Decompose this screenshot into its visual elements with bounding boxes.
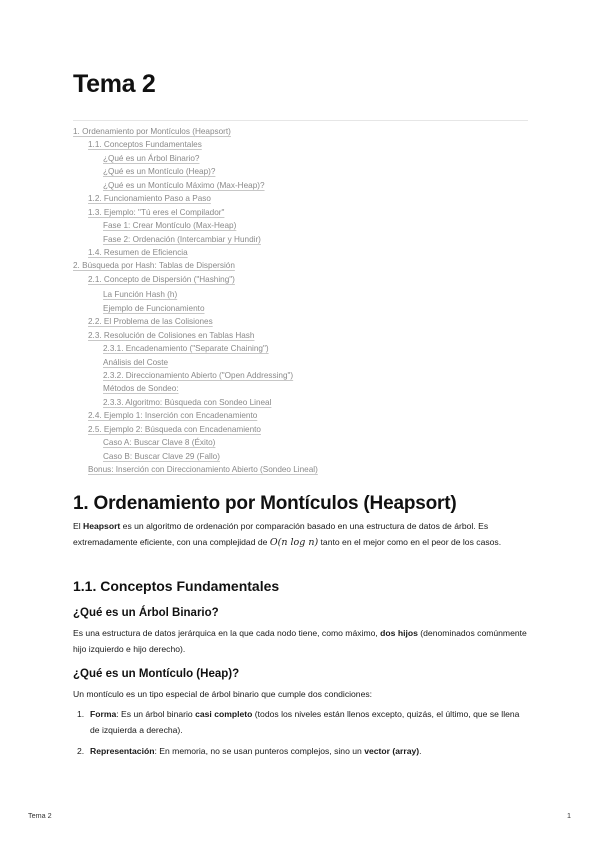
toc-item[interactable]: [73, 259, 528, 272]
toc-link[interactable]: Análisis del Coste: [103, 357, 169, 367]
toc-item[interactable]: [73, 165, 528, 178]
toc-link[interactable]: Fase 1: Crear Montículo (Max-Heap): [103, 221, 237, 231]
toc-item[interactable]: [73, 302, 528, 315]
text: .: [419, 746, 422, 756]
footer-page-number: 1: [567, 811, 571, 820]
toc-item[interactable]: [73, 396, 528, 409]
toc-item[interactable]: [73, 286, 528, 302]
toc-link[interactable]: Caso A: Buscar Clave 8 (Éxito): [103, 438, 216, 448]
text: : En memoria, no se usan punteros complejos, sino un: [154, 746, 365, 756]
toc-link[interactable]: 2.4. Ejemplo 1: Inserción con Encadenamiento: [88, 411, 258, 421]
complexity-formula: O(n log n): [269, 537, 319, 549]
heap-conditions-list: [73, 707, 528, 766]
toc-item[interactable]: [73, 463, 528, 476]
toc-link[interactable]: 2.3. Resolución de Colisiones en Tablas Hash: [88, 330, 255, 340]
footer-document-name: Tema 2: [28, 811, 52, 820]
toc-item[interactable]: [73, 450, 528, 463]
toc-item[interactable]: [73, 206, 528, 219]
toc-link[interactable]: 1.1. Conceptos Fundamentales: [88, 140, 202, 150]
title-divider: [73, 120, 528, 121]
toc-item[interactable]: [73, 369, 528, 382]
toc-link[interactable]: Ejemplo de Funcionamiento: [103, 303, 205, 313]
toc-link[interactable]: 2.1. Concepto de Dispersión ("Hashing"): [88, 274, 235, 284]
toc-link[interactable]: Bonus: Inserción con Direccionamiento Abierto (Sondeo Lineal): [88, 465, 318, 474]
toc-link[interactable]: 2. Búsqueda por Hash: Tablas de Dispersión: [73, 261, 235, 271]
document-title: Tema 2: [73, 70, 156, 98]
toc-item[interactable]: [73, 246, 528, 259]
text: : Es un árbol binario: [116, 709, 196, 719]
question-heading-binary-tree: ¿Qué es un Árbol Binario?: [73, 607, 219, 619]
toc-link[interactable]: 2.5. Ejemplo 2: Búsqueda con Encadenamiento: [88, 424, 261, 434]
toc-item[interactable]: [73, 219, 528, 232]
heap-paragraph: Un montículo es un tipo especial de árbol binario que cumple dos condiciones:: [73, 689, 373, 699]
bold-term: vector (array): [364, 746, 420, 756]
list-number: 2.: [77, 746, 85, 756]
heapsort-intro-paragraph: [73, 518, 528, 551]
list-term: Representación: [90, 746, 155, 756]
text: Es una estructura de datos jerárquica en la que cada nodo tiene, como máximo,: [73, 628, 381, 638]
section-heading: 1. Ordenamiento por Montículos (Heapsort): [73, 493, 457, 514]
text: (todos los niveles están llenos excepto, quizás, el último, que se llena de izquierda a derecha).: [90, 709, 520, 735]
toc-item[interactable]: [73, 436, 528, 449]
toc-link[interactable]: 1.4. Resumen de Eficiencia: [88, 247, 188, 257]
toc-link[interactable]: Caso B: Buscar Clave 29 (Fallo): [103, 451, 220, 461]
bold-term: Heapsort: [83, 521, 121, 531]
toc-item[interactable]: [73, 382, 528, 395]
toc-item[interactable]: [73, 356, 528, 369]
text: (denominados comúnmente hijo izquierdo e hijo derecho).: [73, 628, 527, 655]
list-number: 1.: [77, 709, 85, 719]
toc-link[interactable]: ¿Qué es un Árbol Binario?: [103, 153, 200, 163]
toc-item[interactable]: [73, 315, 528, 328]
toc-item[interactable]: [73, 233, 528, 246]
toc-item[interactable]: [73, 342, 528, 355]
toc-item[interactable]: [73, 138, 528, 151]
text: tanto en el mejor como en el peor de los casos.: [318, 537, 502, 548]
toc-link[interactable]: Fase 2: Ordenación (Intercambiar y Hundir): [103, 234, 261, 244]
toc-link[interactable]: 2.2. El Problema de las Colisiones: [88, 317, 213, 327]
question-heading-heap: ¿Qué es un Montículo (Heap)?: [73, 668, 240, 680]
list-term: Forma: [90, 709, 117, 719]
toc-item[interactable]: [73, 152, 528, 165]
toc-link[interactable]: 2.3.1. Encadenamiento ("Separate Chaining"): [103, 344, 269, 354]
toc-item[interactable]: [73, 273, 528, 286]
text: es un algoritmo de ordenación por comparación basado en una estructura de datos de árbol. Es extremadamente eficiente, con una complejidad de: [73, 521, 489, 548]
toc-item[interactable]: [73, 329, 528, 342]
toc-item[interactable]: [73, 423, 528, 436]
toc-item[interactable]: [73, 192, 528, 205]
toc-link[interactable]: La Función Hash (h): [103, 290, 178, 300]
binary-tree-paragraph: [73, 625, 528, 657]
subsection-heading: 1.1. Conceptos Fundamentales: [73, 578, 280, 594]
toc-item[interactable]: [73, 409, 528, 422]
bold-term: dos hijos: [380, 628, 418, 638]
toc-link[interactable]: 1.2. Funcionamiento Paso a Paso: [88, 194, 211, 204]
toc-item[interactable]: [73, 125, 528, 138]
toc-item[interactable]: [73, 179, 528, 192]
toc-link[interactable]: Métodos de Sondeo:: [103, 384, 179, 394]
bold-term: casi completo: [195, 709, 253, 719]
toc-link[interactable]: ¿Qué es un Montículo Máximo (Max-Heap)?: [103, 180, 265, 190]
list-item: [73, 707, 528, 738]
toc-link[interactable]: 1. Ordenamiento por Montículos (Heapsort): [73, 127, 231, 136]
toc-link[interactable]: ¿Qué es un Montículo (Heap)?: [103, 167, 216, 177]
toc-link[interactable]: 1.3. Ejemplo: "Tú eres el Compilador": [88, 207, 225, 217]
toc-link[interactable]: 2.3.3. Algoritmo: Búsqueda con Sondeo Lineal: [103, 397, 272, 407]
toc-link[interactable]: 2.3.2. Direccionamiento Abierto ("Open Addressing"): [103, 370, 294, 380]
list-item: [73, 744, 528, 760]
table-of-contents: [73, 125, 528, 476]
text: El: [73, 521, 84, 531]
